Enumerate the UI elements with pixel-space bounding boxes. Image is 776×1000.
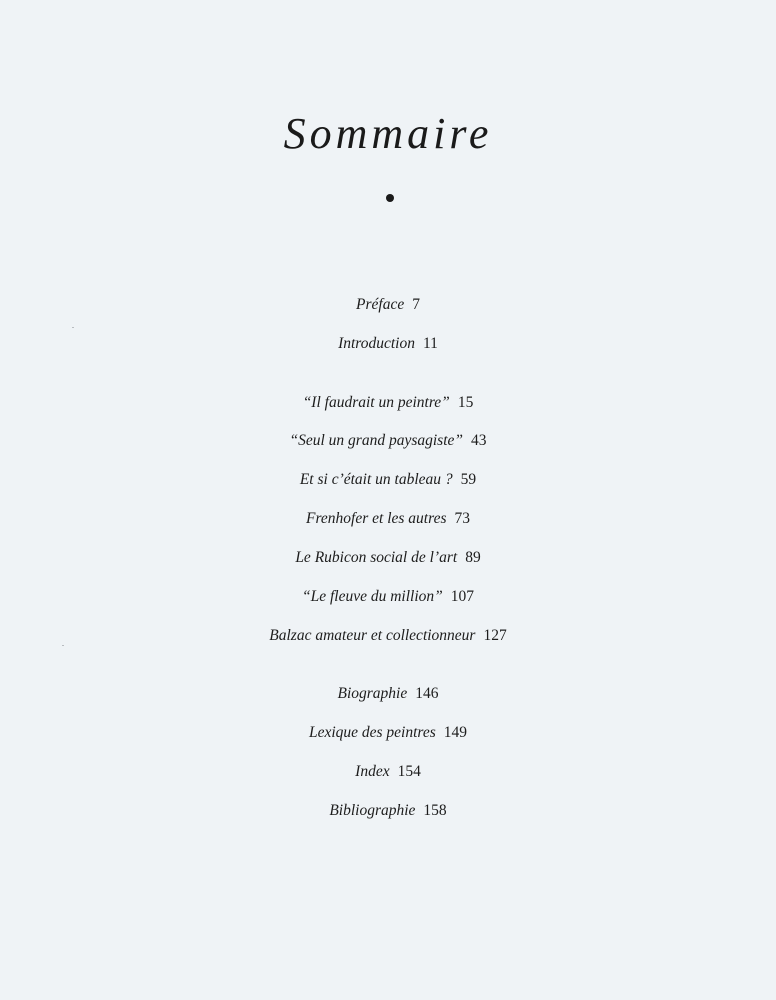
- toc-entry-title: Bibliographie: [329, 802, 416, 819]
- toc-entry-page: 154: [397, 763, 421, 780]
- toc-entry-page: 158: [423, 802, 447, 819]
- toc-entry: [0, 626, 776, 646]
- toc-entry-page: 73: [454, 510, 470, 527]
- toc-entry-title: Biographie: [337, 685, 408, 702]
- toc-entry-title: Frenhofer et les autres: [306, 510, 447, 527]
- toc-entry-title: Lexique des peintres: [308, 724, 436, 741]
- toc-entry-title: Préface: [356, 296, 405, 313]
- toc-entry-title: Introduction: [338, 335, 415, 352]
- toc-entry: [0, 684, 776, 704]
- scan-speck: [62, 645, 64, 646]
- toc-entry-page: 7: [412, 296, 420, 313]
- toc-entry: [0, 431, 776, 451]
- toc-entry: [0, 470, 776, 490]
- page-title: Sommaire: [283, 109, 493, 158]
- toc-entry-page: 11: [422, 335, 438, 352]
- toc-entry: [0, 509, 776, 529]
- toc-entry: [0, 762, 776, 782]
- toc-entry-title: “Le fleuve du million”: [301, 588, 443, 605]
- toc-entry: [0, 548, 776, 568]
- toc-entry: [0, 587, 776, 607]
- toc-entry-title: Et si c’était un tableau ?: [299, 471, 453, 488]
- toc-entry: [0, 801, 776, 821]
- toc-entry-title: “Seul un grand paysagiste”: [289, 432, 464, 449]
- toc-entry-page: 149: [443, 724, 468, 741]
- scan-speck: [72, 327, 74, 328]
- toc-entry-page: 146: [415, 685, 439, 702]
- title-bullet-ornament: [386, 194, 394, 202]
- toc-entry-page: 43: [471, 432, 487, 449]
- toc-entry-page: 15: [457, 394, 474, 411]
- toc-entry-title: “Il faudrait un peintre”: [302, 394, 450, 411]
- toc-entry-page: 59: [460, 471, 477, 488]
- toc-entry: [0, 723, 776, 743]
- toc-entry-page: 127: [483, 627, 507, 644]
- toc-entry-page: 107: [450, 588, 475, 605]
- toc-entry-page: 89: [465, 549, 481, 566]
- toc-entry-title: Index: [355, 763, 390, 780]
- toc-entry: [0, 393, 776, 413]
- toc-entry: [0, 295, 776, 315]
- toc-entry-title: Le Rubicon social de l’art: [295, 549, 458, 566]
- toc-entry-title: Balzac amateur et collectionneur: [269, 627, 476, 644]
- toc-entry: [0, 334, 776, 354]
